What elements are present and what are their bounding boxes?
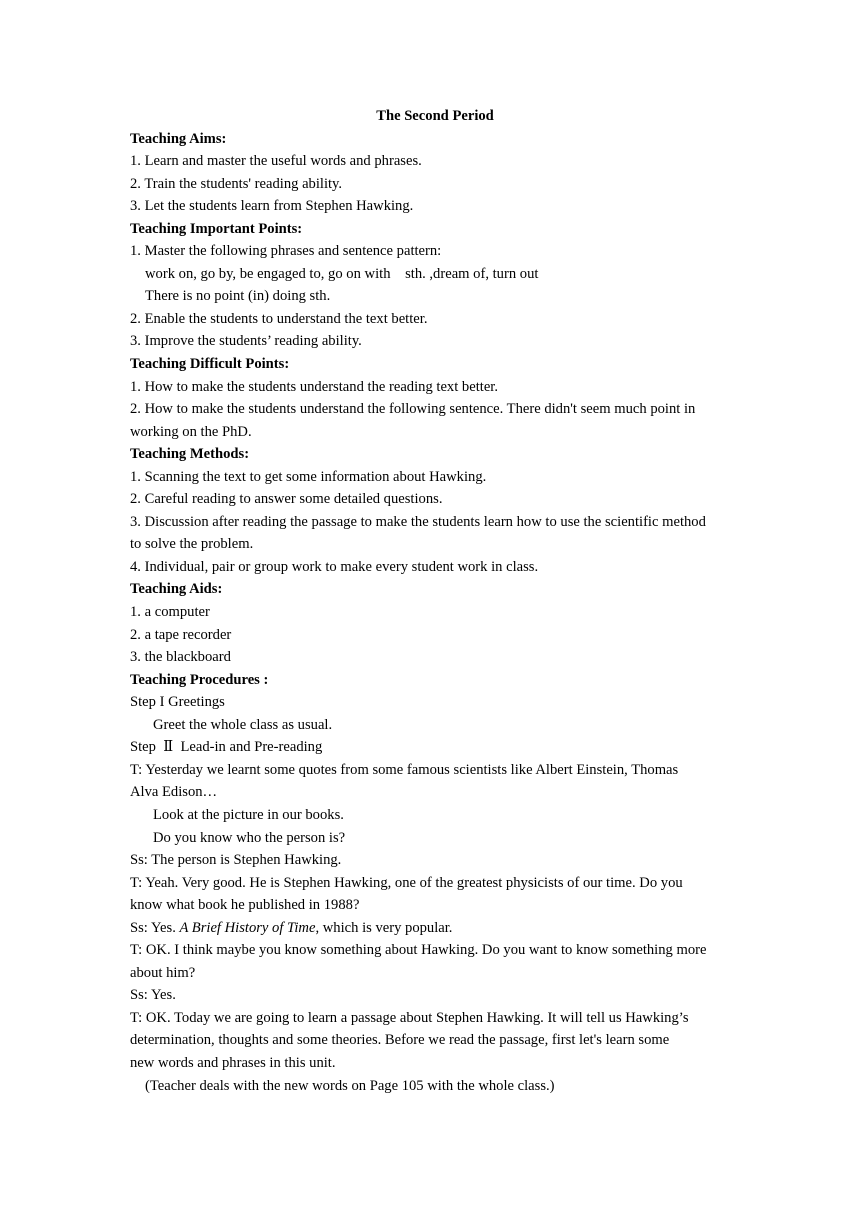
teaching-aims-heading: Teaching Aims: <box>130 130 227 147</box>
dialogue-line: Look at the picture in our books. <box>153 806 344 823</box>
dialogue-line: determination, thoughts and some theories. Before we read the passage, first let's learn some <box>130 1032 670 1049</box>
difficult-item: 1. How to make the students understand the reading text better. <box>130 378 498 395</box>
dialogue-line: Alva Edison… <box>130 784 218 801</box>
dialogue-line: Ss: The person is Stephen Hawking. <box>130 852 342 869</box>
page-title: The Second Period <box>376 108 494 124</box>
dialogue-line: Ss: Yes. <box>130 987 176 1004</box>
methods-item: 2. Careful reading to answer some detailed questions. <box>130 491 443 508</box>
aims-item: 3. Let the students learn from Stephen Hawking. <box>130 198 414 215</box>
document-page <box>130 105 740 1097</box>
teaching-aids-heading: Teaching Aids: <box>130 581 223 598</box>
dialogue-line: Do you know who the person is? <box>153 829 346 846</box>
dialogue-prefix: Ss: Yes. <box>130 919 180 936</box>
important-item: 3. Improve the students’ reading ability. <box>130 333 362 350</box>
important-points-heading: Teaching Important Points: <box>130 220 303 237</box>
aims-item: 2. Train the students' reading ability. <box>130 175 343 192</box>
methods-item: 1. Scanning the text to get some information about Hawking. <box>130 468 487 485</box>
aims-item: 1. Learn and master the useful words and phrases. <box>130 153 422 170</box>
teaching-methods-heading: Teaching Methods: <box>130 446 250 463</box>
dialogue-line: know what book he published in 1988? <box>130 897 360 914</box>
step-2-title: Step Ⅱ Lead-in and Pre-reading <box>130 739 323 756</box>
difficult-item-continued: working on the PhD. <box>130 423 252 440</box>
dialogue-line: new words and phrases in this unit. <box>130 1054 336 1071</box>
important-item: 1. Master the following phrases and sentence pattern: <box>130 243 442 260</box>
aids-item: 1. a computer <box>130 604 210 621</box>
dialogue-suffix: , which is very popular. <box>315 919 453 936</box>
difficult-points-heading: Teaching Difficult Points: <box>130 356 290 373</box>
teaching-procedures-heading: Teaching Procedures : <box>130 671 269 688</box>
difficult-item: 2. How to make the students understand the following sentence. There didn't seem much point in <box>130 401 696 418</box>
aids-item: 3. the blackboard <box>130 649 231 666</box>
step-1-title: Step I Greetings <box>130 694 225 711</box>
dialogue-line: T: OK. I think maybe you know something about Hawking. Do you want to know something more <box>130 942 707 959</box>
aids-item: 2. a tape recorder <box>130 626 232 643</box>
methods-item: 4. Individual, pair or group work to make every student work in class. <box>130 558 539 575</box>
book-title: A Brief History of Time <box>179 919 316 936</box>
dialogue-line: T: Yeah. Very good. He is Stephen Hawking, one of the greatest physicists of our time. Do you <box>130 874 683 891</box>
step-1-text: Greet the whole class as usual. <box>153 716 333 733</box>
methods-item: 3. Discussion after reading the passage to make the students learn how to use the scientific method <box>130 513 706 530</box>
dialogue-line: T: Yesterday we learnt some quotes from some famous scientists like Albert Einstein, Thomas <box>130 761 679 778</box>
dialogue-line: about him? <box>130 964 196 981</box>
teacher-note: (Teacher deals with the new words on Page 105 with the whole class.) <box>145 1077 555 1094</box>
dialogue-line: T: OK. Today we are going to learn a passage about Stephen Hawking. It will tell us Hawking’s <box>130 1009 689 1026</box>
important-item: 2. Enable the students to understand the text better. <box>130 310 428 327</box>
methods-item-continued: to solve the problem. <box>130 536 254 553</box>
sentence-pattern: There is no point (in) doing sth. <box>145 288 331 305</box>
dialogue-line <box>130 917 740 940</box>
phrases-list: work on, go by, be engaged to, go on with sth. ,dream of, turn out <box>145 265 539 282</box>
